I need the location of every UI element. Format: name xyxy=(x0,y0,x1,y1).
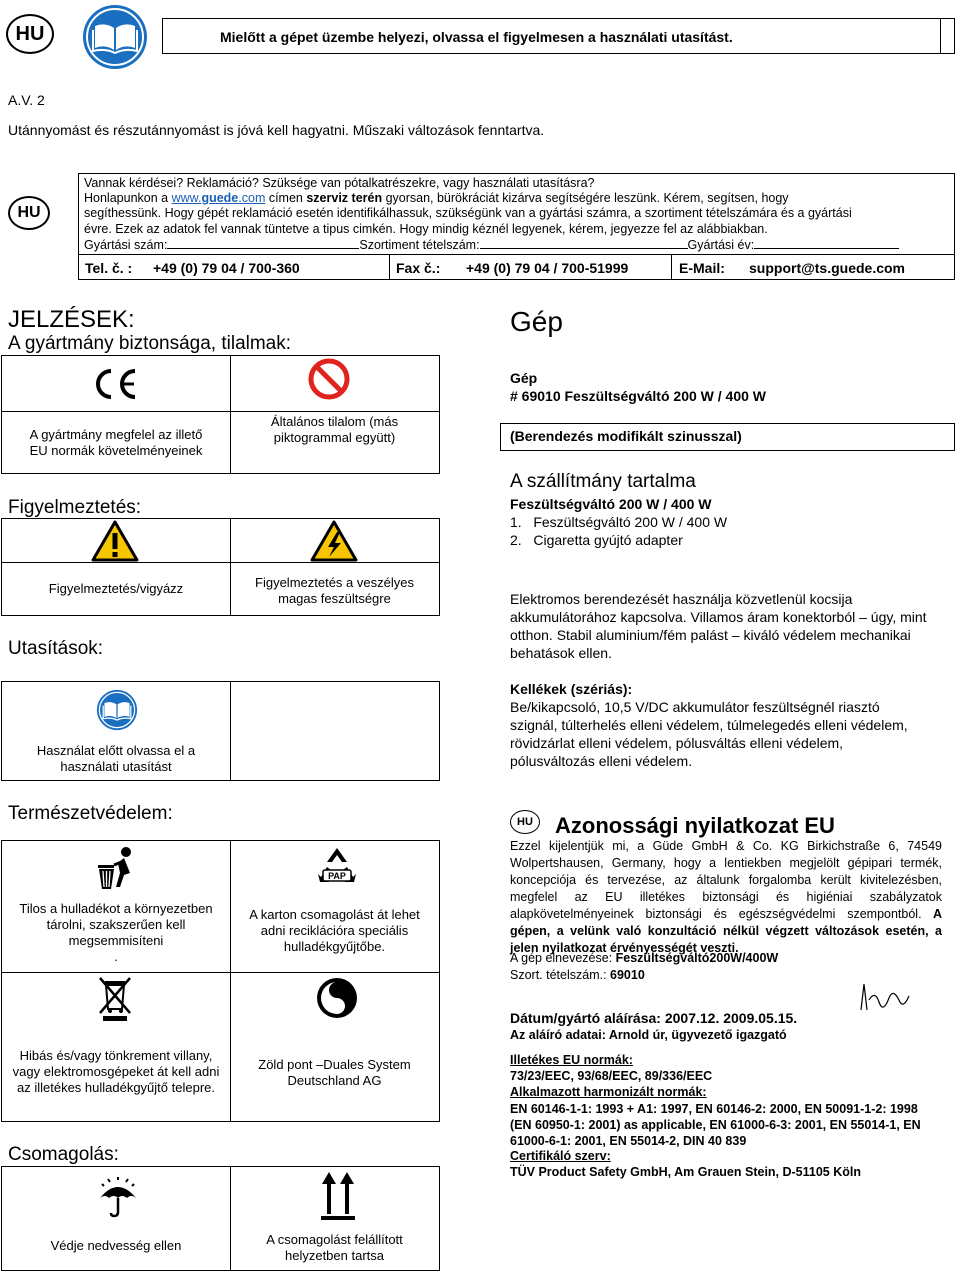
contact-hu-badge: HU xyxy=(8,196,50,230)
declaration-heading: Azonossági nyilatkozat EU xyxy=(555,813,835,838)
modified-sine-text: (Berendezés modifikált szinusszal) xyxy=(510,428,742,444)
hu-badge: HU xyxy=(6,14,54,54)
email-label: E-Mail: xyxy=(679,260,725,276)
instructions-heading: Utasítások: xyxy=(8,638,104,659)
delivery-title: Feszültségváltó 200 W / 400 W xyxy=(510,496,712,512)
gep-label: Gép xyxy=(510,370,538,386)
jelzesek-heading: JELZÉSEK: xyxy=(8,306,135,333)
eu-norms-title: Illetékes EU normák: xyxy=(510,1053,633,1067)
header-title: Mielőtt a gépet üzembe helyezi, olvassa el figyelmesen a használati utasítást. xyxy=(220,29,733,45)
sort-field[interactable] xyxy=(480,237,688,249)
harmonized-norms-title: Alkalmazott harmonizált normák: xyxy=(510,1085,707,1099)
gep-model: # 69010 Feszültségváltó 200 W / 400 W xyxy=(510,388,767,404)
packaging-heading: Csomagolás: xyxy=(8,1144,119,1165)
contact-line-2: Honlapunkon a www.guede.com címen szerviz terén gyorsan, bürökráciát kizárva segítségére leszünk. Kérem, segítsen, hogy xyxy=(84,191,789,206)
ce-mark-icon xyxy=(93,367,139,401)
header-right-box xyxy=(940,18,955,54)
hv-text-cell: Figyelmeztetés a veszélyes magas feszültségre xyxy=(230,562,440,616)
product-description: Elektromos berendezését használja közvetlenül kocsija akkumulátorához kapcsolva. Villamos áram konektorból – úgy, mint otthon. Stabil aluminium/fém palást – kiváló védelem mechanikai behatások ellen. xyxy=(510,591,927,661)
accessories-title: Kellékek (szériás): xyxy=(510,681,633,697)
phone-divider-2 xyxy=(671,254,672,280)
declaration-text: Ezzel kijelentjük mi, a Güde GmbH & Co. KG Birkichstraße 6, 74549 Wolpertshausen, Germany, hogy a lentiekben megjelölt gépipari termék, koncepciója és tervezése, az általunk forgalomba került kivitelezésben, megfelel az EU illetékes biztonsági és higiéniai szabályzatok alapkövetelményeinek biztonsági és egészségvédelmi szempontból. A gépen, a velünk való konzultáció nélkül végzett változások esetén, a jelen nyilatkozat érvényességét veszti. xyxy=(510,839,942,955)
warning-text-cell: Figyelmeztetés/vigyázz xyxy=(1,562,231,616)
pap-label: PAP xyxy=(328,871,346,881)
certifier-title: Certifikáló szerv: xyxy=(510,1149,611,1163)
keep-dry-text-cell: Védje nedvesség ellen xyxy=(1,1222,231,1271)
tel-number[interactable]: +49 (0) 79 04 / 700-360 xyxy=(153,260,300,276)
contact-text xyxy=(84,176,952,253)
manual-icon xyxy=(80,4,150,70)
fax-number: +49 (0) 79 04 / 700-51999 xyxy=(466,260,629,276)
env-heading: Természetvédelem: xyxy=(8,803,173,824)
certifier: TÜV Product Safety GmbH, Am Grauen Stein, D-51105 Köln xyxy=(510,1165,862,1179)
declaration-hu-badge: HU xyxy=(510,810,540,834)
green-dot-icon xyxy=(315,976,359,1025)
version: A.V. 2 xyxy=(8,92,45,108)
keep-dry-icon xyxy=(98,1174,138,1223)
gep-heading: Gép xyxy=(510,306,563,337)
signer-details: Az aláíró adatai: Arnold úr, ügyvezető igazgató xyxy=(510,1028,787,1042)
tel-label: Tel. č. : xyxy=(85,260,133,276)
eu-norms: 73/23/EEC, 93/68/EEC, 89/336/EEC xyxy=(510,1069,713,1083)
high-voltage-icon xyxy=(309,519,359,568)
weee-text-cell: Hibás és/vagy tönkrement villany, vagy elektromosgépeket át kell adni az illetékes hulladékgyűjtő telepre. xyxy=(1,1023,231,1122)
contact-fields: Gyártási szám: Szortiment tételszám: Gyártási év: xyxy=(84,237,952,253)
contact-line-1: Vannak kérdései? Reklamáció? Szüksége van pótalkatrészekre, vagy használati utasításra? xyxy=(84,176,595,190)
this-way-up-text-cell: A csomagolást felállított helyzetben tartsa xyxy=(230,1222,440,1271)
no-litter-icon xyxy=(94,845,140,896)
declaration-sort: Szort. tételszám.: 69010 xyxy=(510,968,645,982)
delivery-heading: A szállítmány tartalma xyxy=(510,471,696,492)
pap-text-cell: A karton csomagolást át lehet adni reciklációra speciális hulladékgyűjtőbe. xyxy=(230,891,440,973)
serial-field[interactable] xyxy=(167,237,359,249)
prohibit-icon xyxy=(307,357,351,406)
delivery-item-1: 1. Feszültségváltó 200 W / 400 W xyxy=(510,514,728,530)
date-signature: Dátum/gyártó aláírása: 2007.12. 2009.05.15. xyxy=(510,1010,798,1026)
website-link[interactable]: www.guede.com xyxy=(171,191,266,206)
year-field[interactable] xyxy=(754,237,899,249)
instructions-blank-cell xyxy=(230,681,440,781)
delivery-item-2: 2. Cigaretta gyújtó adapter xyxy=(510,532,683,548)
ce-icon-cell xyxy=(1,355,231,412)
ce-text-cell: A gyártmány megfelel az illető EU normák követelményeinek xyxy=(1,411,231,474)
warning-triangle-icon xyxy=(90,519,140,568)
instructions-text-cell: Használat előtt olvassa el a használati utasítást xyxy=(1,738,231,781)
pap-recycle-icon xyxy=(314,844,360,895)
accessories-text: Be/kikapcsoló, 10,5 V/DC akkumulátor feszültségnél riasztó szignál, túlterhelés elleni védelem, túlmelegedés elleni védelem, rövidzárlat elleni védelem, pólusváltás elleni védelem, pólusváltozás elleni védelem. xyxy=(510,699,908,769)
warning-heading: Figyelmeztetés: xyxy=(8,497,142,518)
green-dot-text-cell: Zöld pont –Duales System Deutschland AG xyxy=(230,1023,440,1122)
phone-divider-1 xyxy=(389,254,390,280)
email-address[interactable]: support@ts.guede.com xyxy=(749,260,905,276)
fax-label: Fax č.: xyxy=(396,260,441,276)
this-way-up-icon xyxy=(318,1170,358,1225)
signature-image xyxy=(855,980,915,1025)
copyright-note: Utánnyomást és részutánnyomást is jóvá kell hagyatni. Műszaki változások fenntartva. xyxy=(8,122,545,138)
no-litter-text-cell: Tilos a hulladékot a környezetben tárolni, szakszerűen kell megsemmisíteni . xyxy=(1,891,231,973)
weee-bin-icon xyxy=(97,975,133,1026)
contact-line-3: segíthessünk. Hogy gépét reklamáció esetén identifikálhassuk, szükségünk van a gyártási számra, a szortiment tételszámára és a gyártási xyxy=(84,206,852,221)
prohibit-text-cell: Általános tilalom (más piktogrammal együtt) xyxy=(230,411,440,474)
declaration-device: A gép elnevezése: Feszültségváltó200W/400W xyxy=(510,951,779,965)
harmonized-norms: EN 60146-1-1: 1993 + A1: 1997, EN 60146-2: 2000, EN 50091-1-2: 1998 (EN 60950-1: 2001) as applicable, EN 61000-6-3: 2001, EN 55014-1, EN 61000-6-1: 2001, EN 55014-2, DIN 40 839 xyxy=(510,1102,921,1148)
safety-subheading: A gyártmány biztonsága, tilalmak: xyxy=(8,333,292,354)
contact-line-4: évre. Ezek az adatok fel vannak tüntetve a tipus cimkén. Hogy mindig kéznél legyenek, kérem, jegyezze fel az alábbiakban. xyxy=(84,221,768,236)
instructions-manual-icon xyxy=(95,688,139,737)
